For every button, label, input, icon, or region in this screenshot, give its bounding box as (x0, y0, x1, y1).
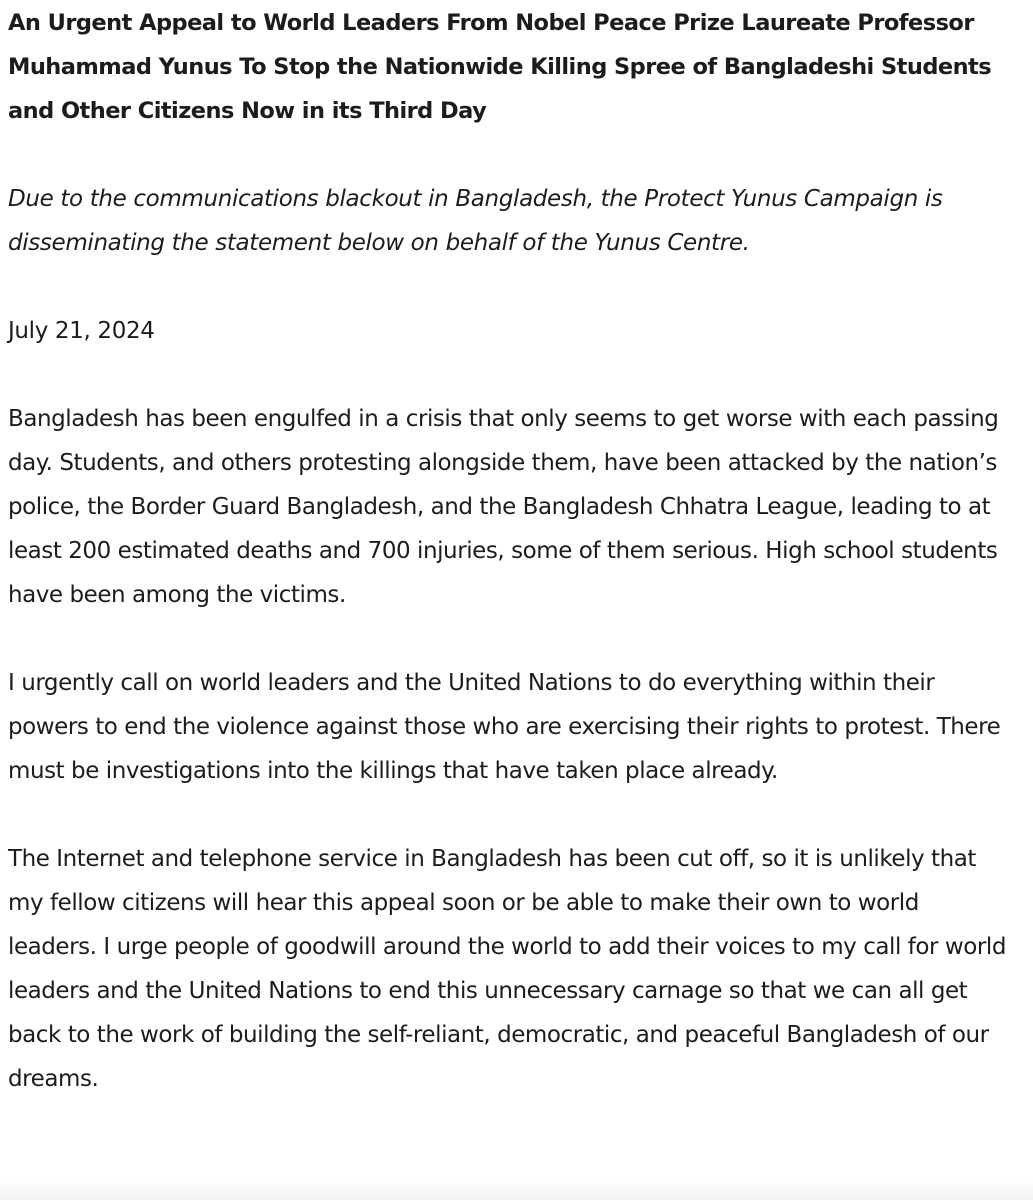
bottom-edge (0, 1182, 1033, 1200)
body-paragraph: I urgently call on world leaders and the United Nations to do everything within their powers to end the violence against those who are exercising their rights to protest. There must be investigations into the killings that have taken place already. (8, 670, 1001, 784)
article-date: July 21, 2024 (8, 318, 155, 344)
article (8, 0, 1008, 1101)
body-paragraph: Bangladesh has been engulfed in a crisis that only seems to get worse with each passing day. Students, and others protesting alongside them, have been attacked by the nation’s police, the Border Guard Bangladesh, and the Bangladesh Chhatra League, leading to at least 200 estimated deaths and 700 injuries, some of them serious. High school students have been among the victims. (8, 406, 999, 608)
article-title: An Urgent Appeal to World Leaders From Nobel Peace Prize Laureate Professor Muhammad Yunus To Stop the Nationwide Killing Spree of Bangladeshi Students and Other Citizens Now in its Third Day (8, 10, 992, 124)
article-intro: Due to the communications blackout in Bangladesh, the Protect Yunus Campaign is disseminating the statement below on behalf of the Yunus Centre. (8, 186, 943, 256)
body-paragraph: The Internet and telephone service in Bangladesh has been cut off, so it is unlikely that my fellow citizens will hear this appeal soon or be able to make their own to world leaders. I urge people of goodwill around the world to add their voices to my call for world leaders and the United Nations to end this unnecessary carnage so that we can all get back to the work of building the self-reliant, democratic, and peaceful Bangladesh of our dreams. (8, 846, 1006, 1092)
